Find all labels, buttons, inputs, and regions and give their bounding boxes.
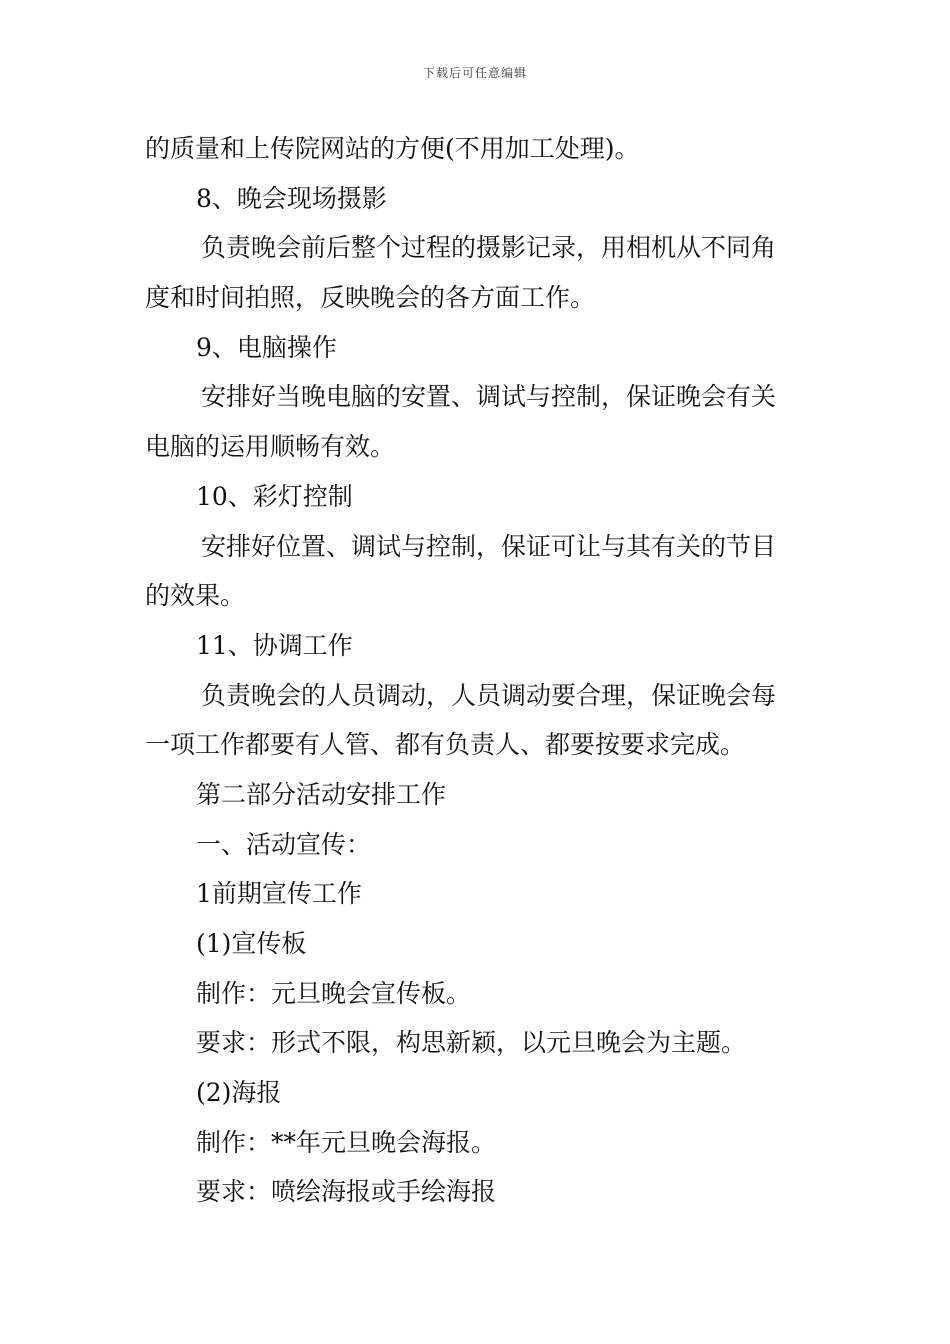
text-line: 电脑的运用顺畅有效。 — [145, 432, 396, 462]
section-heading: 11、协调工作 — [196, 630, 353, 660]
text-line: 负责晚会的人员调动，人员调动要合理，保证晚会每 — [201, 680, 777, 710]
section-heading: 8、晚会现场摄影 — [196, 183, 387, 213]
text-line: 负责晚会前后整个过程的摄影记录，用相机从不同角 — [201, 233, 777, 263]
section-heading: 9、电脑操作 — [196, 332, 337, 362]
item-heading: (1)宣传板 — [196, 929, 307, 958]
section-heading: 一、活动宣传： — [196, 829, 372, 859]
text-line: 的效果。 — [145, 581, 246, 611]
text-line: 安排好位置、调试与控制，保证可让与其有关的节目 — [201, 531, 777, 561]
text-line: 要求：形式不限，构思新颖，以元旦晚会为主题。 — [196, 1028, 747, 1058]
part-heading: 第二部分活动安排工作 — [196, 779, 447, 809]
section-heading: 10、彩灯控制 — [196, 481, 353, 511]
document-body — [145, 124, 810, 1217]
text-line: 的质量和上传院网站的方便(不用加工处理)。 — [145, 134, 640, 163]
subsection-heading: 1前期宣传工作 — [196, 879, 362, 909]
text-line: 要求：喷绘海报或手绘海报 — [196, 1177, 497, 1207]
text-line: 一项工作都要有人管、都有负责人、都要按要求完成。 — [145, 730, 746, 760]
text-line: 制作：**年元旦晚会海报。 — [196, 1127, 497, 1157]
item-heading: (2)海报 — [196, 1078, 282, 1108]
text-line: 安排好当晚电脑的安置、调试与控制，保证晚会有关 — [201, 382, 777, 412]
page-header: 下载后可任意编辑 — [422, 66, 527, 80]
text-line: 度和时间拍照，反映晚会的各方面工作。 — [145, 283, 596, 313]
text-line: 制作：元旦晚会宣传板。 — [196, 978, 472, 1008]
